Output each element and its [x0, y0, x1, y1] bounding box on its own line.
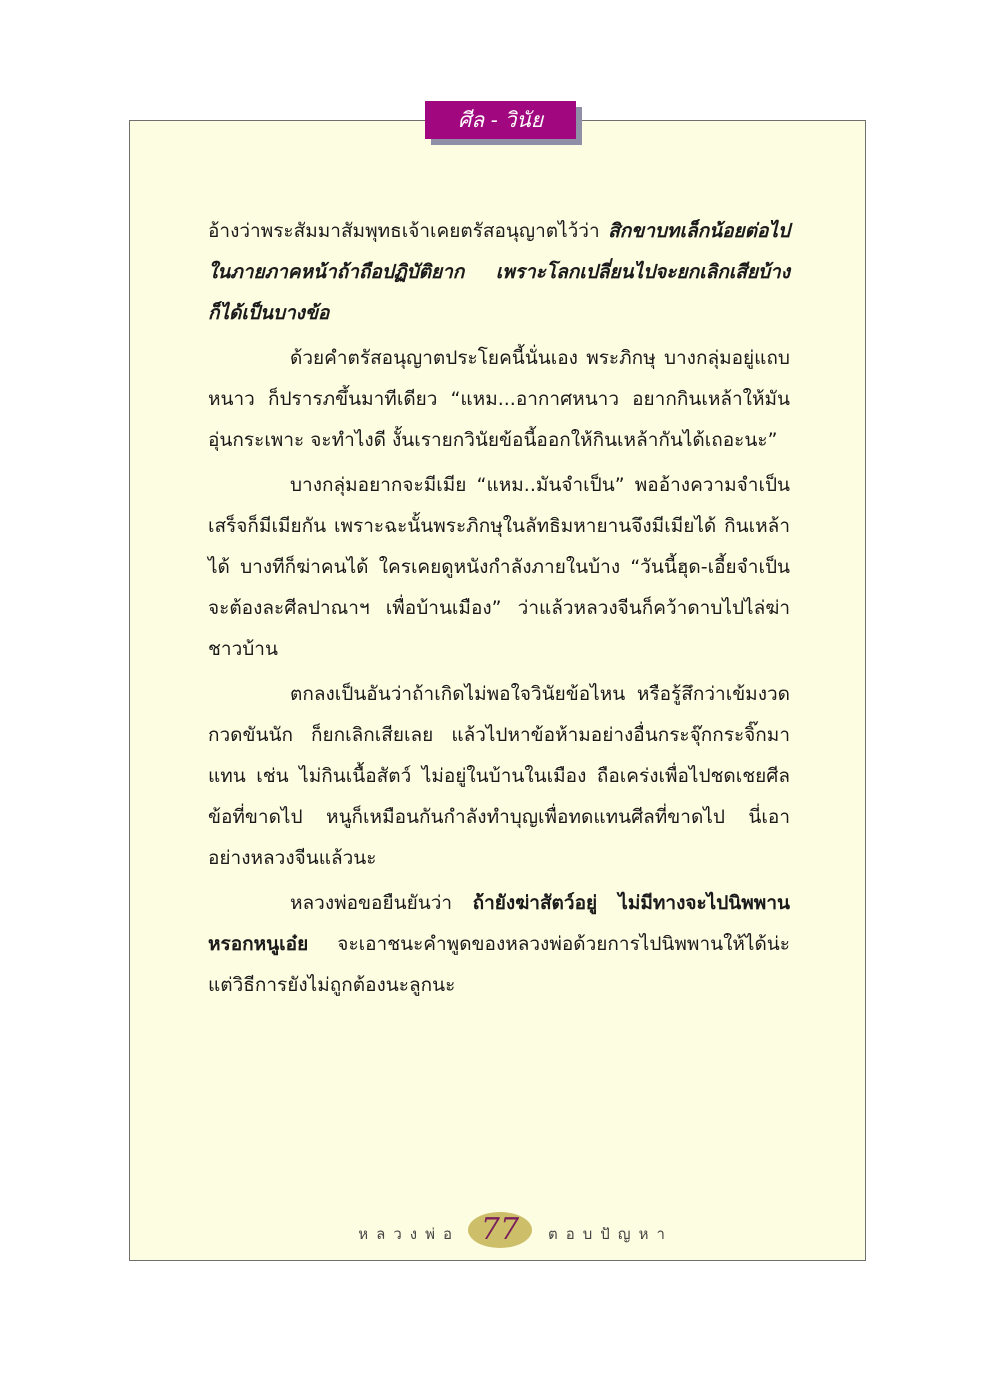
paragraph-5-rest: จะเอาชนะคำพูดของหลวงพ่อด้วยการไปนิพพานให้ได้น่ะ แต่วิธีการยังไม่ถูกต้องนะลูกนะ: [208, 933, 790, 996]
paragraph-1-emphasis: สิกขาบทเล็กน้อยต่อไปในภายภาคหน้าถ้าถือปฏิบัติยาก เพราะโลกเปลี่ยนไปจะยกเลิกเสียบ้างก็ได้เป็นบางข้อ: [208, 220, 790, 324]
paragraph-5-intro: หลวงพ่อขอยืนยันว่า: [290, 892, 473, 914]
paragraph-4: ตกลงเป็นอันว่าถ้าเกิดไม่พอใจวินัยข้อไหน หรือรู้สึกว่าเข้มงวดกวดขันนัก ก็ยกเลิกเสียเลย แล้วไปหาข้อห้ามอย่างอื่นกระจุ๊กกระจิ๊กมาแทน เช่น ไม่กินเนื้อสัตว์ ไม่อยู่ในบ้านในเมือง ถือเคร่งเพื่อไปชดเชยศีลข้อที่ขาดไป หนูก็เหมือนกันกำลังทำบุญเพื่อทดแทนศีลที่ขาดไป นี่เอาอย่างหลวงจีนแล้วนะ: [208, 683, 790, 869]
paragraph-1-intro: อ้างว่าพระสัมมาสัมพุทธเจ้าเคยตรัสอนุญาตไว้ว่า: [208, 220, 609, 242]
paragraph-1: [208, 211, 790, 334]
paragraph-5: [208, 883, 790, 1006]
section-title: ศีล - วินัย: [425, 101, 576, 139]
paragraph-5-emphasis: ถ้ายังฆ่าสัตว์อยู่ ไม่มีทางจะไปนิพพานหรอกหนูเอ๋ย: [208, 892, 790, 955]
paragraph-2: ด้วยคำตรัสอนุญาตประโยคนี้นั่นเอง พระภิกษุ บางกลุ่มอยู่แถบหนาว ก็ปรารภขึ้นมาทีเดียว “แหม...อากาศหนาว อยากกินเหล้าให้มันอุ่นกระเพาะ จะทำไงดี งั้นเรายกวินัยข้อนี้ออกให้กินเหล้ากันได้เถอะนะ”: [208, 347, 790, 451]
footer-left-text: หลวงพ่อ: [358, 1225, 460, 1243]
article-body: [208, 211, 790, 1010]
page-number: 77: [480, 1212, 520, 1247]
footer-right-text: ตอบปัญหา: [548, 1225, 673, 1243]
paragraph-3: บางกลุ่มอยากจะมีเมีย “แหม..มันจำเป็น” พออ้างความจำเป็นเสร็จก็มีเมียกัน เพราะฉะนั้นพระภิกษุในลัทธิมหายานจึงมีเมียได้ กินเหล้าได้ บางทีก็ฆ่าคนได้ ใครเคยดูหนังกำลังภายในบ้าง “วันนี้ฮุด-เอี้ยจำเป็นจะต้องละศีลปาณาฯ เพื่อบ้านเมือง” ว่าแล้วหลวงจีนก็คว้าดาบไปไล่ฆ่าชาวบ้าน: [208, 474, 790, 660]
page-footer: [300, 1210, 700, 1254]
